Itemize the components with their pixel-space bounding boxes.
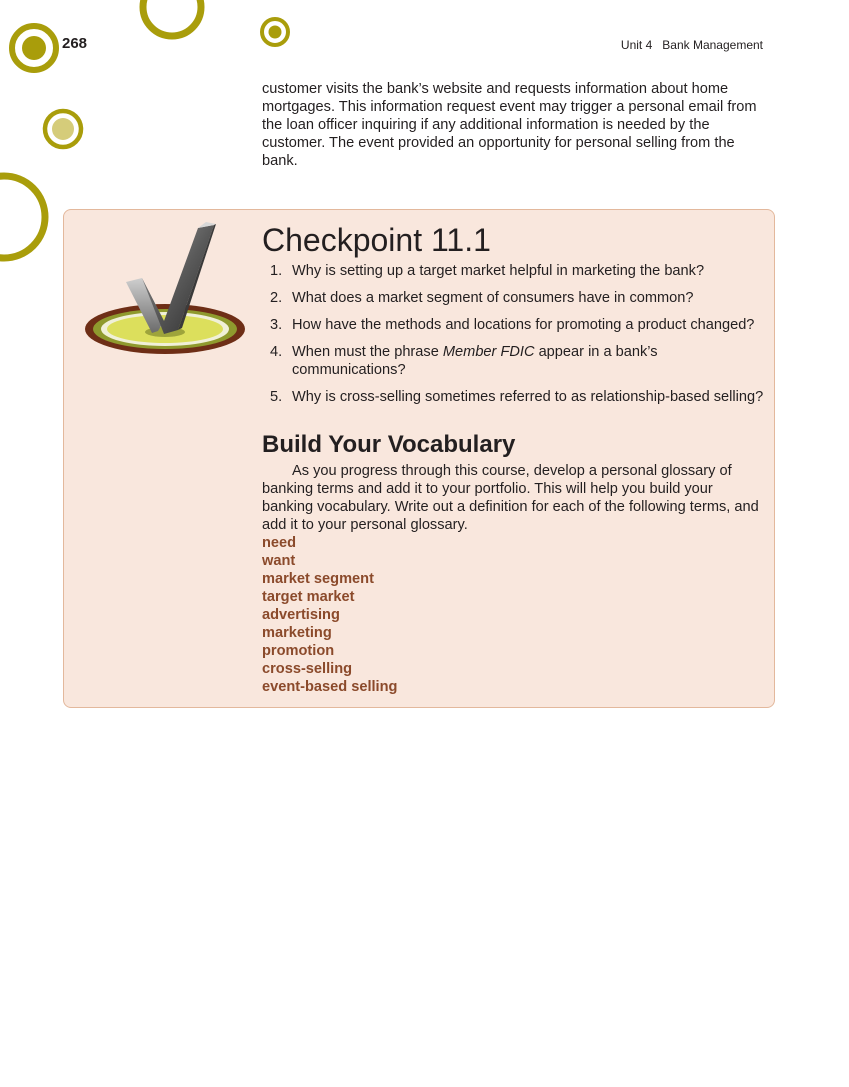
vocabulary-term: target market <box>262 589 355 605</box>
section-title: Bank Management <box>662 38 763 52</box>
decorative-ring-large-left-icon <box>0 170 60 270</box>
question-item <box>262 263 767 281</box>
vocabulary-term: marketing <box>262 625 332 641</box>
vocabulary-term: promotion <box>262 643 335 659</box>
question-text-before: When must the phrase <box>292 344 443 360</box>
decorative-ring-page-number-icon <box>6 22 62 78</box>
page-number: 268 <box>62 35 88 52</box>
vocabulary-term: need <box>262 535 297 551</box>
decorative-ring-filled-icon <box>38 106 88 152</box>
vocabulary-intro: As you progress through this course, develop a personal glossary of banking terms and add it to your portfolio. This will help you build your banking vocabulary. Write out a definition for each of the following terms, and add it to your personal glossary. <box>262 463 759 533</box>
decorative-ring-small-icon <box>255 14 295 50</box>
vocabulary-heading: Build Your Vocabulary <box>262 431 516 458</box>
question-text: Why is cross-selling sometimes referred to as relationship-based selling? <box>292 388 764 405</box>
vocabulary-term: market segment <box>262 571 374 587</box>
question-number: 2. <box>270 290 283 306</box>
running-head <box>621 38 763 52</box>
vocabulary-terms <box>262 534 397 696</box>
question-number: 4. <box>270 344 283 360</box>
vocabulary-term: want <box>262 553 296 569</box>
checkmark-target-icon <box>82 220 250 365</box>
question-text: How have the methods and locations for promoting a product changed? <box>292 317 755 333</box>
question-number: 1. <box>270 263 283 279</box>
question-item <box>262 344 767 379</box>
question-number: 3. <box>270 317 283 333</box>
question-item <box>262 290 767 308</box>
checkpoint-title: Checkpoint 11.1 <box>262 222 491 258</box>
intro-paragraph: customer visits the bank’s website and requests information about home mortgages. This information request event may trigger a personal email from the loan officer inquiring if any additional information is needed by the customer. The event provided an opportunity for personal selling from the bank. <box>262 81 757 169</box>
question-emphasis: Member FDIC <box>442 344 535 360</box>
question-item <box>262 389 767 407</box>
vocabulary-term: advertising <box>262 607 340 623</box>
unit-label: Unit 4 <box>620 38 653 52</box>
decorative-ring-top-icon <box>135 0 210 45</box>
vocabulary-term: event-based selling <box>262 679 398 695</box>
vocabulary-term: cross-selling <box>262 661 353 677</box>
checkpoint-questions <box>262 263 767 416</box>
question-text: Why is setting up a target market helpful in marketing the bank? <box>292 263 705 279</box>
question-number: 5. <box>270 388 283 405</box>
question-text-after: appear in a bank’s communications? <box>292 344 658 378</box>
question-item <box>262 317 767 335</box>
question-text: What does a market segment of consumers have in common? <box>292 290 694 306</box>
